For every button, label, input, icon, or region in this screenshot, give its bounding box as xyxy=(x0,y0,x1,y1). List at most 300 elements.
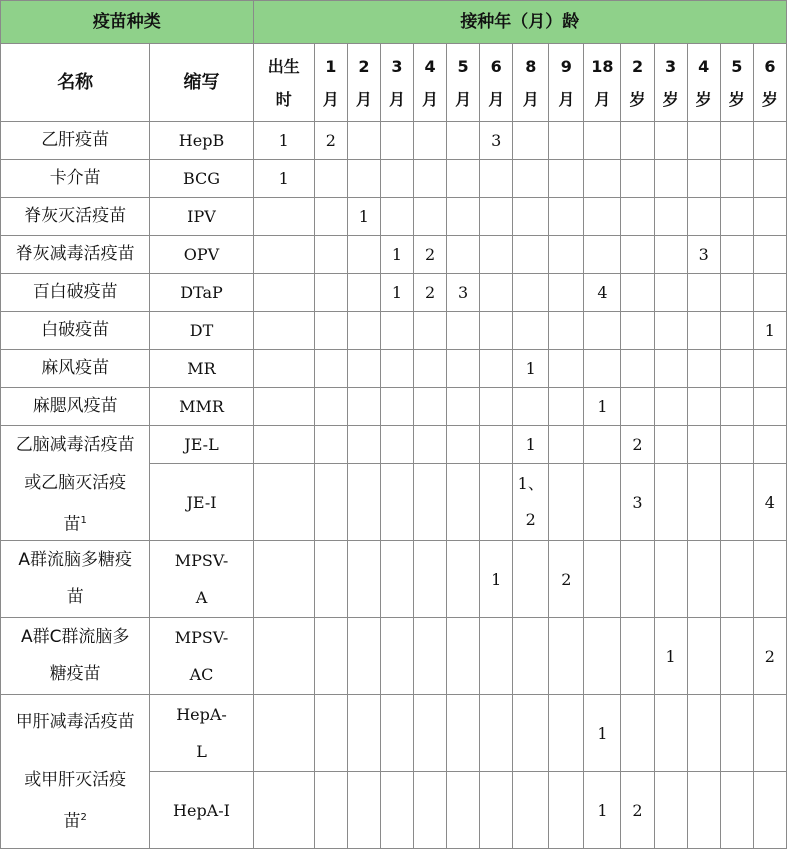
dose-cell: 1、2 xyxy=(513,464,549,541)
age-header-top: 5 xyxy=(731,56,743,76)
dose-cell xyxy=(314,388,347,426)
dose-cell xyxy=(253,312,314,350)
dose-cell xyxy=(654,198,687,236)
dose-cell xyxy=(654,350,687,388)
dose-cell xyxy=(654,236,687,274)
age-header-top: 6 xyxy=(490,56,502,76)
dose-cell xyxy=(513,274,549,312)
dose-cell xyxy=(380,388,413,426)
vaccine-abbr xyxy=(150,541,253,618)
age-header-unit: 时 xyxy=(275,89,292,109)
dose-cell xyxy=(380,198,413,236)
dose-cell xyxy=(347,772,380,849)
dose-cell xyxy=(654,426,687,464)
age-header-8 xyxy=(549,44,584,122)
name-line xyxy=(1,799,149,841)
age-header-12 xyxy=(687,44,720,122)
dose-cell: 2 xyxy=(753,618,786,695)
dose-cell xyxy=(621,350,654,388)
dose-cell xyxy=(314,541,347,618)
dose-cell xyxy=(753,772,786,849)
dose-cell: 2 xyxy=(414,236,447,274)
vaccine-name xyxy=(1,618,150,695)
dose-cell: 4 xyxy=(753,464,786,541)
dose-cell xyxy=(253,274,314,312)
dose-cell xyxy=(447,388,480,426)
abbr-line: HepA- xyxy=(176,705,227,724)
dose-cell xyxy=(347,541,380,618)
dose-cell xyxy=(720,274,753,312)
dose-cell xyxy=(513,388,549,426)
dose-cell xyxy=(513,618,549,695)
vaccine-name: 麻腮风疫苗 xyxy=(1,388,150,426)
dose-cell xyxy=(380,695,413,772)
dose-cell xyxy=(253,236,314,274)
dose-cell xyxy=(480,236,513,274)
dose-cell xyxy=(414,426,447,464)
dose-cell xyxy=(480,274,513,312)
age-header-unit: 岁 xyxy=(662,89,679,109)
abbr-line: MPSV- xyxy=(174,628,229,647)
dose-cell xyxy=(314,312,347,350)
dose-cell xyxy=(549,426,584,464)
vaccine-row xyxy=(1,236,787,274)
dose-cell xyxy=(584,464,621,541)
dose-cell xyxy=(253,388,314,426)
dose-cell xyxy=(720,198,753,236)
vaccine-abbr: DTaP xyxy=(150,274,253,312)
dose-cell: 1 xyxy=(380,274,413,312)
abbr-line: L xyxy=(196,742,207,761)
vaccine-name: 脊灰灭活疫苗 xyxy=(1,198,150,236)
dose-cell xyxy=(654,464,687,541)
age-header-5 xyxy=(447,44,480,122)
age-header-top: 4 xyxy=(424,56,436,76)
dose-cell xyxy=(414,198,447,236)
vaccine-name: 乙肝疫苗 xyxy=(1,122,150,160)
dose-cell xyxy=(347,464,380,541)
age-header-1 xyxy=(314,44,347,122)
age-header-top: 2 xyxy=(358,56,370,76)
dose-cell xyxy=(314,695,347,772)
dose-cell xyxy=(584,350,621,388)
dose-cell: 1 xyxy=(253,160,314,198)
name-column-header: 名称 xyxy=(1,44,150,122)
dose-cell xyxy=(347,122,380,160)
vaccine-name: 脊灰减毒活疫苗 xyxy=(1,236,150,274)
age-header-unit: 月 xyxy=(594,89,611,109)
dose-cell xyxy=(621,541,654,618)
name-line: 糖疫苗 xyxy=(49,664,101,684)
dose-cell xyxy=(720,122,753,160)
dose-cell: 2 xyxy=(414,274,447,312)
age-header-3 xyxy=(380,44,413,122)
age-header-top: 3 xyxy=(391,56,403,76)
dose-cell xyxy=(549,464,584,541)
dose-cell xyxy=(347,312,380,350)
age-header-top: 8 xyxy=(525,56,537,76)
dose-cell xyxy=(549,312,584,350)
dose-cell xyxy=(253,426,314,464)
vaccine-name xyxy=(1,695,150,849)
dose-cell xyxy=(621,198,654,236)
dose-cell xyxy=(380,618,413,695)
vaccine-row xyxy=(1,312,787,350)
dose-cell xyxy=(720,772,753,849)
dose-cell: 1 xyxy=(513,426,549,464)
dose-cell xyxy=(480,350,513,388)
dose-cell xyxy=(549,198,584,236)
dose-cell xyxy=(447,541,480,618)
age-schedule-header: 接种年（月）龄 xyxy=(253,1,786,44)
name-line: A群流脑多糖疫 xyxy=(18,550,132,570)
dose-cell xyxy=(687,312,720,350)
dose-cell xyxy=(480,312,513,350)
dose-cell xyxy=(621,274,654,312)
dose-cell xyxy=(654,388,687,426)
dose-cell xyxy=(414,618,447,695)
dose-cell xyxy=(687,618,720,695)
age-header-13 xyxy=(720,44,753,122)
dose-cell: 3 xyxy=(687,236,720,274)
dose-cell xyxy=(414,541,447,618)
vaccine-abbr: HepA-I xyxy=(150,772,253,849)
dose-cell xyxy=(347,618,380,695)
dose-cell xyxy=(480,426,513,464)
vaccine-row xyxy=(1,541,787,618)
dose-cell xyxy=(753,541,786,618)
dose-cell xyxy=(687,464,720,541)
dose-cell xyxy=(687,122,720,160)
dose-cell xyxy=(753,160,786,198)
vaccine-abbr xyxy=(150,618,253,695)
age-header-9 xyxy=(584,44,621,122)
abbr-column-header: 缩写 xyxy=(150,44,253,122)
dose-cell: 1 xyxy=(480,541,513,618)
dose-cell xyxy=(720,388,753,426)
table-body xyxy=(1,122,787,849)
dose-cell xyxy=(314,464,347,541)
dose-cell xyxy=(447,695,480,772)
dose-cell xyxy=(621,618,654,695)
dose-cell: 1 xyxy=(347,198,380,236)
dose-cell xyxy=(549,160,584,198)
vaccine-abbr: IPV xyxy=(150,198,253,236)
dose-cell xyxy=(480,388,513,426)
dose-cell xyxy=(621,160,654,198)
dose-cell: 1 xyxy=(654,618,687,695)
dose-cell: 1 xyxy=(753,312,786,350)
vaccine-row xyxy=(1,426,787,464)
dose-cell: 2 xyxy=(549,541,584,618)
dose-cell xyxy=(687,274,720,312)
age-header-2 xyxy=(347,44,380,122)
dose-cell xyxy=(447,122,480,160)
dose-cell: 4 xyxy=(584,274,621,312)
dose-cell xyxy=(549,122,584,160)
vaccine-abbr: DT xyxy=(150,312,253,350)
vaccine-abbr: MMR xyxy=(150,388,253,426)
age-header-unit: 岁 xyxy=(761,89,778,109)
dose-cell xyxy=(447,236,480,274)
dose-cell xyxy=(549,274,584,312)
dose-cell: 1 xyxy=(513,350,549,388)
abbr-line: A xyxy=(195,588,208,607)
name-line-text: 苗 xyxy=(63,811,81,832)
age-header-top: 1 xyxy=(325,56,337,76)
dose-cell xyxy=(549,772,584,849)
dose-cell xyxy=(380,772,413,849)
dose-cell xyxy=(314,160,347,198)
dose-cell xyxy=(380,122,413,160)
dose-cell: 3 xyxy=(480,122,513,160)
abbr-line: MPSV- xyxy=(174,551,229,570)
dose-cell xyxy=(314,198,347,236)
age-header-top: 4 xyxy=(698,56,710,76)
dose-cell: 2 xyxy=(621,426,654,464)
dose-cell xyxy=(720,464,753,541)
vaccine-row xyxy=(1,198,787,236)
age-header-top: 2 xyxy=(631,56,644,76)
dose-cell xyxy=(687,350,720,388)
dose-cell xyxy=(314,426,347,464)
name-line: 或甲肝灭活疫 xyxy=(24,769,127,790)
vaccine-abbr: MR xyxy=(150,350,253,388)
dose-cell xyxy=(513,312,549,350)
abbr-line: AC xyxy=(189,665,214,684)
dose-cell xyxy=(253,772,314,849)
age-header-unit: 月 xyxy=(488,89,505,109)
dose-cell xyxy=(347,388,380,426)
dose-cell xyxy=(414,350,447,388)
dose-cell xyxy=(584,236,621,274)
name-line: A群C群流脑多 xyxy=(20,627,130,647)
dose-cell xyxy=(621,312,654,350)
dose-cell xyxy=(447,772,480,849)
age-header-10 xyxy=(621,44,654,122)
dose-cell xyxy=(347,426,380,464)
dose-cell xyxy=(253,198,314,236)
dose-cell xyxy=(513,695,549,772)
vaccine-name: 白破疫苗 xyxy=(1,312,150,350)
dose-cell xyxy=(549,388,584,426)
dose-cell xyxy=(414,464,447,541)
vaccine-name xyxy=(1,541,150,618)
dose-cell xyxy=(253,618,314,695)
age-header-unit: 月 xyxy=(422,89,439,109)
dose-cell xyxy=(621,388,654,426)
vaccine-abbr: BCG xyxy=(150,160,253,198)
age-header-unit: 月 xyxy=(455,89,472,109)
header-row-top xyxy=(1,1,787,44)
dose-cell: 1 xyxy=(584,772,621,849)
dose-cell xyxy=(447,618,480,695)
dose-cell xyxy=(654,541,687,618)
vaccine-name: 百白破疫苗 xyxy=(1,274,150,312)
age-header-top: 3 xyxy=(665,56,677,76)
dose-cell xyxy=(253,464,314,541)
vaccine-row xyxy=(1,350,787,388)
dose-cell xyxy=(414,388,447,426)
dose-cell xyxy=(549,695,584,772)
dose-cell xyxy=(687,541,720,618)
dose-cell xyxy=(549,236,584,274)
dose-cell: 2 xyxy=(314,122,347,160)
dose-cell xyxy=(687,198,720,236)
dose-cell xyxy=(513,236,549,274)
dose-cell xyxy=(480,198,513,236)
vaccine-row xyxy=(1,160,787,198)
vaccine-row xyxy=(1,388,787,426)
age-header-unit: 岁 xyxy=(629,89,646,109)
dose-cell xyxy=(720,160,753,198)
name-line: 甲肝减毒活疫苗 xyxy=(15,711,135,732)
dose-cell xyxy=(549,350,584,388)
dose-cell xyxy=(447,464,480,541)
name-line xyxy=(1,502,149,540)
dose-cell xyxy=(687,160,720,198)
dose-cell xyxy=(480,160,513,198)
dose-cell xyxy=(584,198,621,236)
age-header-unit: 月 xyxy=(522,89,539,109)
name-line: 或乙脑灭活疫 xyxy=(24,473,127,493)
dose-cell xyxy=(380,350,413,388)
dose-cell xyxy=(513,160,549,198)
age-header-top: 5 xyxy=(457,56,469,76)
dose-cell xyxy=(347,350,380,388)
footnote-marker: 1 xyxy=(80,515,87,526)
dose-cell xyxy=(480,464,513,541)
dose-cell xyxy=(447,160,480,198)
dose-cell xyxy=(654,122,687,160)
dose-cell xyxy=(654,772,687,849)
age-header-7 xyxy=(513,44,549,122)
dose-cell xyxy=(314,274,347,312)
age-header-top: 6 xyxy=(764,56,776,76)
dose-cell xyxy=(380,426,413,464)
dose-cell xyxy=(347,160,380,198)
dose-cell xyxy=(414,122,447,160)
dose-cell xyxy=(720,236,753,274)
dose-cell xyxy=(549,618,584,695)
vaccine-row xyxy=(1,695,787,772)
dose-cell xyxy=(753,274,786,312)
dose-cell xyxy=(513,122,549,160)
dose-cell xyxy=(584,618,621,695)
age-header-4 xyxy=(414,44,447,122)
dose-cell xyxy=(447,312,480,350)
dose-cell xyxy=(347,236,380,274)
dose-cell xyxy=(687,426,720,464)
dose-cell xyxy=(314,772,347,849)
dose-cell xyxy=(584,160,621,198)
dose-cell xyxy=(720,350,753,388)
dose-cell xyxy=(584,312,621,350)
dose-cell xyxy=(720,695,753,772)
vaccine-abbr: JE-I xyxy=(150,464,253,541)
dose-cell xyxy=(654,160,687,198)
dose-cell: 1 xyxy=(584,695,621,772)
age-header-top: 出生 xyxy=(267,56,300,76)
dose-cell xyxy=(447,350,480,388)
dose-cell xyxy=(687,772,720,849)
dose-cell xyxy=(753,388,786,426)
dose-cell xyxy=(513,198,549,236)
header-row-sub xyxy=(1,44,787,122)
dose-cell xyxy=(654,274,687,312)
dose-cell xyxy=(720,541,753,618)
dose-cell xyxy=(380,541,413,618)
dose-cell: 1 xyxy=(253,122,314,160)
age-header-unit: 月 xyxy=(388,89,405,109)
dose-cell: 3 xyxy=(447,274,480,312)
dose-cell xyxy=(414,772,447,849)
vaccine-row xyxy=(1,122,787,160)
dose-cell xyxy=(621,695,654,772)
age-header-unit: 月 xyxy=(322,89,339,109)
vaccine-row xyxy=(1,274,787,312)
vaccine-abbr: JE-L xyxy=(150,426,253,464)
dose-cell: 3 xyxy=(621,464,654,541)
dose-cell xyxy=(253,695,314,772)
dose-cell xyxy=(753,122,786,160)
dose-cell xyxy=(753,695,786,772)
dose-cell xyxy=(753,426,786,464)
dose-cell xyxy=(380,312,413,350)
dose-cell xyxy=(584,541,621,618)
dose-cell xyxy=(414,695,447,772)
dose-cell: 1 xyxy=(584,388,621,426)
footnote-marker: 2 xyxy=(80,811,87,823)
dose-cell xyxy=(621,122,654,160)
age-header-unit: 月 xyxy=(558,89,575,109)
vaccine-name: 麻风疫苗 xyxy=(1,350,150,388)
age-header-top: 9 xyxy=(560,56,572,76)
vaccine-name: 卡介苗 xyxy=(1,160,150,198)
dose-cell xyxy=(753,236,786,274)
dose-cell xyxy=(253,350,314,388)
age-header-top: 18 xyxy=(591,56,614,76)
dose-cell xyxy=(654,312,687,350)
dose-cell xyxy=(513,772,549,849)
dose-cell xyxy=(314,350,347,388)
dose-cell xyxy=(314,618,347,695)
dose-cell xyxy=(447,198,480,236)
vaccine-type-header: 疫苗种类 xyxy=(1,1,254,44)
name-line: 苗 xyxy=(66,587,84,607)
dose-cell xyxy=(753,350,786,388)
dose-cell xyxy=(480,618,513,695)
dose-cell xyxy=(414,312,447,350)
age-header-unit: 月 xyxy=(355,89,372,109)
dose-cell: 2 xyxy=(621,772,654,849)
dose-cell xyxy=(480,772,513,849)
dose-cell xyxy=(584,426,621,464)
vaccine-abbr xyxy=(150,695,253,772)
dose-cell xyxy=(513,541,549,618)
dose-cell xyxy=(687,388,720,426)
dose-cell xyxy=(720,618,753,695)
age-header-6 xyxy=(480,44,513,122)
vaccine-row xyxy=(1,618,787,695)
age-header-0 xyxy=(253,44,314,122)
vaccine-name xyxy=(1,426,150,541)
age-header-11 xyxy=(654,44,687,122)
dose-cell xyxy=(380,160,413,198)
dose-cell xyxy=(687,695,720,772)
name-line: 乙脑减毒活疫苗 xyxy=(15,435,135,455)
dose-cell xyxy=(621,236,654,274)
